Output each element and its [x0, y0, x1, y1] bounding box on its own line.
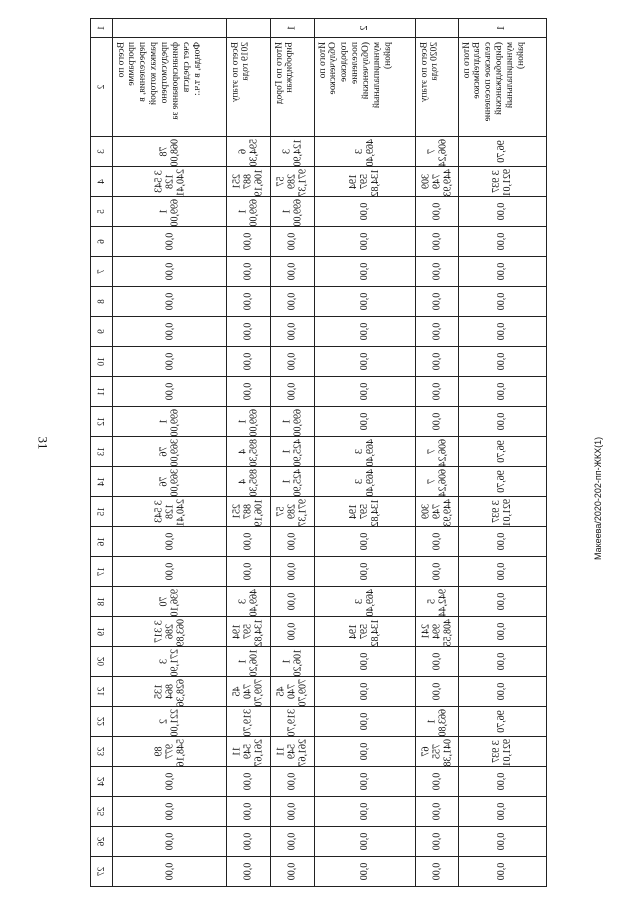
value-cell: 1 699,00 [270, 197, 314, 227]
value-cell: 0,00 [314, 347, 415, 377]
value-cell: 0,00 [314, 797, 415, 827]
table-row [415, 19, 459, 887]
value-cell: 57 289 971,37 [270, 167, 314, 197]
table-row [113, 19, 227, 887]
column-number-cell: 19 [91, 617, 113, 647]
value-cell: 0,00 [459, 767, 547, 797]
value-cell: 0,00 [459, 827, 547, 857]
value-cell: 0,00 [270, 287, 314, 317]
value-cell: 0,00 [270, 587, 314, 617]
column-number-cell: 24 [91, 767, 113, 797]
row-number-cell [415, 19, 459, 38]
value-cell: 0,00 [415, 227, 459, 257]
value-cell: 0,00 [227, 287, 271, 317]
value-cell: 0,00 [459, 347, 547, 377]
value-cell: 0,00 [314, 197, 415, 227]
value-cell: 251 887 106,19 [227, 497, 271, 527]
value-cell: 0,00 [314, 527, 415, 557]
value-cell: 76 369,00 [113, 467, 227, 497]
value-cell: 309 749 449,93 [415, 167, 459, 197]
value-cell: 0,00 [459, 407, 547, 437]
value-cell: 0,00 [227, 377, 271, 407]
value-cell: 0,00 [113, 767, 227, 797]
value-cell: 7 606,24 [415, 437, 459, 467]
value-cell: 0,00 [227, 317, 271, 347]
value-cell: 0,00 [270, 227, 314, 257]
value-cell: 11 549 261,67 [227, 737, 271, 767]
column-number-row [91, 19, 113, 887]
value-cell: 0,00 [314, 737, 415, 767]
column-number-cell: 15 [91, 497, 113, 527]
value-cell: 0,00 [113, 317, 227, 347]
table-row [270, 19, 314, 887]
value-cell: 45 740 709,70 [227, 677, 271, 707]
value-cell: 57 289 971,37 [270, 497, 314, 527]
value-cell: 0,00 [314, 647, 415, 677]
row-number-cell: 1 [459, 19, 547, 38]
column-number-cell: 10 [91, 347, 113, 377]
row-number-cell [113, 19, 227, 38]
value-cell: 194 597 134,82 [227, 617, 271, 647]
value-cell: 319,70 [270, 707, 314, 737]
column-number-cell: 4 [91, 167, 113, 197]
column-number-cell: 17 [91, 557, 113, 587]
row-name-cell: Итого по Город Биробиджан [270, 38, 314, 137]
table-row [459, 19, 547, 887]
column-number-cell: 9 [91, 317, 113, 347]
value-cell: 0,00 [314, 407, 415, 437]
column-number-cell: 25 [91, 797, 113, 827]
value-cell: 3 469,40 [314, 137, 415, 167]
value-cell: 96,70 [459, 467, 547, 497]
row-name-cell: Всего по этапу 2020 года [415, 38, 459, 137]
value-cell: 0,00 [113, 527, 227, 557]
column-number-cell: 22 [91, 707, 113, 737]
value-cell: 0,00 [314, 677, 415, 707]
value-cell: 0,00 [314, 857, 415, 887]
value-cell: 0,00 [415, 377, 459, 407]
value-cell: 4 895,30 [227, 467, 271, 497]
page-number: 31 [35, 436, 51, 450]
value-cell: 0,00 [314, 377, 415, 407]
value-cell: 0,00 [415, 257, 459, 287]
value-cell: 0,00 [113, 257, 227, 287]
row-name-cell: Всего по этапу 2019 года [227, 38, 271, 137]
value-cell: 3 317 286 063,89 [113, 617, 227, 647]
value-cell: 5 942,44 [415, 587, 459, 617]
value-cell: 0,00 [270, 317, 314, 347]
value-cell: 0,00 [270, 527, 314, 557]
column-number-cell: 26 [91, 827, 113, 857]
column-number-cell: 12 [91, 407, 113, 437]
row-name-cell: Всего по программе переселения, в рамках которой предусмотрено финансирование за счет средств Фонда, в т.ч.: [113, 38, 227, 137]
value-cell: 0,00 [113, 287, 227, 317]
value-cell: 0,00 [459, 557, 547, 587]
value-cell: 1 699,00 [113, 407, 227, 437]
value-cell: 0,00 [314, 767, 415, 797]
value-cell: 0,00 [415, 347, 459, 377]
value-cell: 96,70 [459, 137, 547, 167]
column-number-cell: 16 [91, 527, 113, 557]
value-cell: 96,70 [459, 707, 547, 737]
column-number-cell: 18 [91, 587, 113, 617]
value-cell: 0,00 [314, 257, 415, 287]
value-cell: 0,00 [113, 227, 227, 257]
value-cell: 11 549 261,67 [270, 737, 314, 767]
value-cell: 0,00 [270, 347, 314, 377]
value-cell: 0,00 [459, 587, 547, 617]
row-name-cell: Итого по Облученское городское поселение (Облученский муниципальный район) [314, 38, 415, 137]
column-number-cell: 7 [91, 257, 113, 287]
row-number-cell: 1 [270, 19, 314, 38]
value-cell: 7 606,24 [415, 137, 459, 167]
value-cell: 76 369,00 [113, 437, 227, 467]
value-cell: 241 994 408,55 [415, 617, 459, 647]
column-number-cell: 14 [91, 467, 113, 497]
value-cell: 194 597 134,82 [314, 617, 415, 647]
value-cell: 0,00 [459, 227, 547, 257]
column-number-cell: 3 [91, 137, 113, 167]
value-cell: 67 755 041,38 [415, 737, 459, 767]
value-cell: 7 606,24 [415, 467, 459, 497]
value-cell: 0,00 [459, 257, 547, 287]
value-cell: 0,00 [459, 677, 547, 707]
value-cell: 194 597 134,82 [314, 167, 415, 197]
value-cell: 0,00 [459, 287, 547, 317]
value-cell: 0,00 [415, 527, 459, 557]
value-cell: 96,70 [459, 437, 547, 467]
value-cell: 0,00 [270, 557, 314, 587]
value-cell: 1 106,20 [270, 647, 314, 677]
value-cell: 0,00 [314, 827, 415, 857]
value-cell: 0,00 [314, 287, 415, 317]
value-cell: 0,00 [227, 227, 271, 257]
value-cell: 0,00 [415, 797, 459, 827]
value-cell: 1 699,00 [227, 197, 271, 227]
value-cell: 3 469,40 [314, 587, 415, 617]
document-reference: Макеева/2020-202-пп-ЖКХ(1) [593, 436, 603, 560]
value-cell: 309 749 449,93 [415, 497, 459, 527]
column-number-cell: 23 [91, 737, 113, 767]
value-cell: 0,00 [415, 557, 459, 587]
value-cell: 3 937 921,01 [459, 737, 547, 767]
column-number-cell: 5 [91, 197, 113, 227]
value-cell: 3 469,40 [314, 437, 415, 467]
value-cell: 0,00 [227, 347, 271, 377]
column-number-cell: 6 [91, 227, 113, 257]
value-cell: 0,00 [415, 407, 459, 437]
value-cell: 0,00 [113, 377, 227, 407]
value-cell: 0,00 [113, 857, 227, 887]
value-cell: 0,00 [270, 827, 314, 857]
value-cell: 0,00 [270, 377, 314, 407]
value-cell: 0,00 [415, 317, 459, 347]
row-name-cell: Итого по Валдгеймское сельское поселение (Биробиджанский муниципальный район) [459, 38, 547, 137]
column-number-cell: 27 [91, 857, 113, 887]
value-cell: 194 597 134,82 [314, 497, 415, 527]
value-cell: 0,00 [314, 557, 415, 587]
value-cell: 319,70 [227, 707, 271, 737]
value-cell: 0,00 [227, 257, 271, 287]
value-cell: 0,00 [113, 347, 227, 377]
table-row [227, 19, 271, 887]
value-cell: 0,00 [415, 287, 459, 317]
value-cell: 45 740 709,70 [270, 677, 314, 707]
value-cell: 0,00 [270, 767, 314, 797]
value-cell: 1 699,00 [113, 197, 227, 227]
value-cell: 3 124,90 [270, 137, 314, 167]
row-number-cell [227, 19, 271, 38]
value-cell: 0,00 [270, 617, 314, 647]
column-number-cell: 8 [91, 287, 113, 317]
value-cell: 3 543 128 240,41 [113, 497, 227, 527]
value-cell: 0,00 [415, 197, 459, 227]
value-cell: 1 425,90 [270, 437, 314, 467]
value-cell: 1 699,00 [270, 407, 314, 437]
value-cell: 3 937 921,01 [459, 167, 547, 197]
value-cell: 0,00 [415, 677, 459, 707]
value-cell: 4 895,30 [227, 437, 271, 467]
resettlement-finance-table [90, 18, 547, 887]
value-cell: 6 594,30 [227, 137, 271, 167]
value-cell: 0,00 [459, 857, 547, 887]
value-cell: 0,00 [459, 317, 547, 347]
value-cell: 251 887 106,19 [227, 167, 271, 197]
value-cell: 0,00 [227, 827, 271, 857]
value-cell: 3 543 128 240,41 [113, 167, 227, 197]
value-cell: 0,00 [415, 857, 459, 887]
column-number-cell: 21 [91, 677, 113, 707]
value-cell: 0,00 [113, 797, 227, 827]
value-cell: 0,00 [415, 767, 459, 797]
value-cell: 2 221,00 [113, 707, 227, 737]
value-cell: 78 068,00 [113, 137, 227, 167]
column-number-cell: 20 [91, 647, 113, 677]
value-cell: 0,00 [113, 557, 227, 587]
value-cell: 0,00 [314, 227, 415, 257]
value-cell: 0,00 [270, 257, 314, 287]
value-cell: 89 977 548,16 [113, 737, 227, 767]
value-cell: 0,00 [270, 797, 314, 827]
rotated-table-container [90, 18, 547, 880]
value-cell: 0,00 [227, 797, 271, 827]
value-cell: 0,00 [314, 707, 415, 737]
column-number-cell: 2 [91, 38, 113, 137]
value-cell: 0,00 [227, 767, 271, 797]
column-number-cell: 1 [91, 19, 113, 38]
value-cell: 0,00 [459, 197, 547, 227]
row-number-cell: 2 [314, 19, 415, 38]
value-cell: 3 271,90 [113, 647, 227, 677]
value-cell: 0,00 [415, 827, 459, 857]
value-cell: 0,00 [459, 647, 547, 677]
value-cell: 3 469,40 [227, 587, 271, 617]
value-cell: 0,00 [459, 617, 547, 647]
column-number-cell: 11 [91, 377, 113, 407]
value-cell: 1 106,20 [227, 647, 271, 677]
value-cell: 0,00 [227, 557, 271, 587]
value-cell: 0,00 [113, 827, 227, 857]
value-cell: 3 937 921,01 [459, 497, 547, 527]
value-cell: 1 663,80 [415, 707, 459, 737]
value-cell: 0,00 [227, 527, 271, 557]
value-cell: 0,00 [415, 647, 459, 677]
value-cell: 135 864 628,36 [113, 677, 227, 707]
value-cell: 0,00 [270, 857, 314, 887]
value-cell: 0,00 [459, 377, 547, 407]
value-cell: 0,00 [459, 797, 547, 827]
table-row [314, 19, 415, 887]
value-cell: 0,00 [459, 527, 547, 557]
value-cell: 3 469,40 [314, 467, 415, 497]
column-number-cell: 13 [91, 437, 113, 467]
value-cell: 0,00 [314, 317, 415, 347]
value-cell: 1 699,00 [227, 407, 271, 437]
value-cell: 0,00 [227, 857, 271, 887]
value-cell: 1 425,90 [270, 467, 314, 497]
value-cell: 70 936,10 [113, 587, 227, 617]
